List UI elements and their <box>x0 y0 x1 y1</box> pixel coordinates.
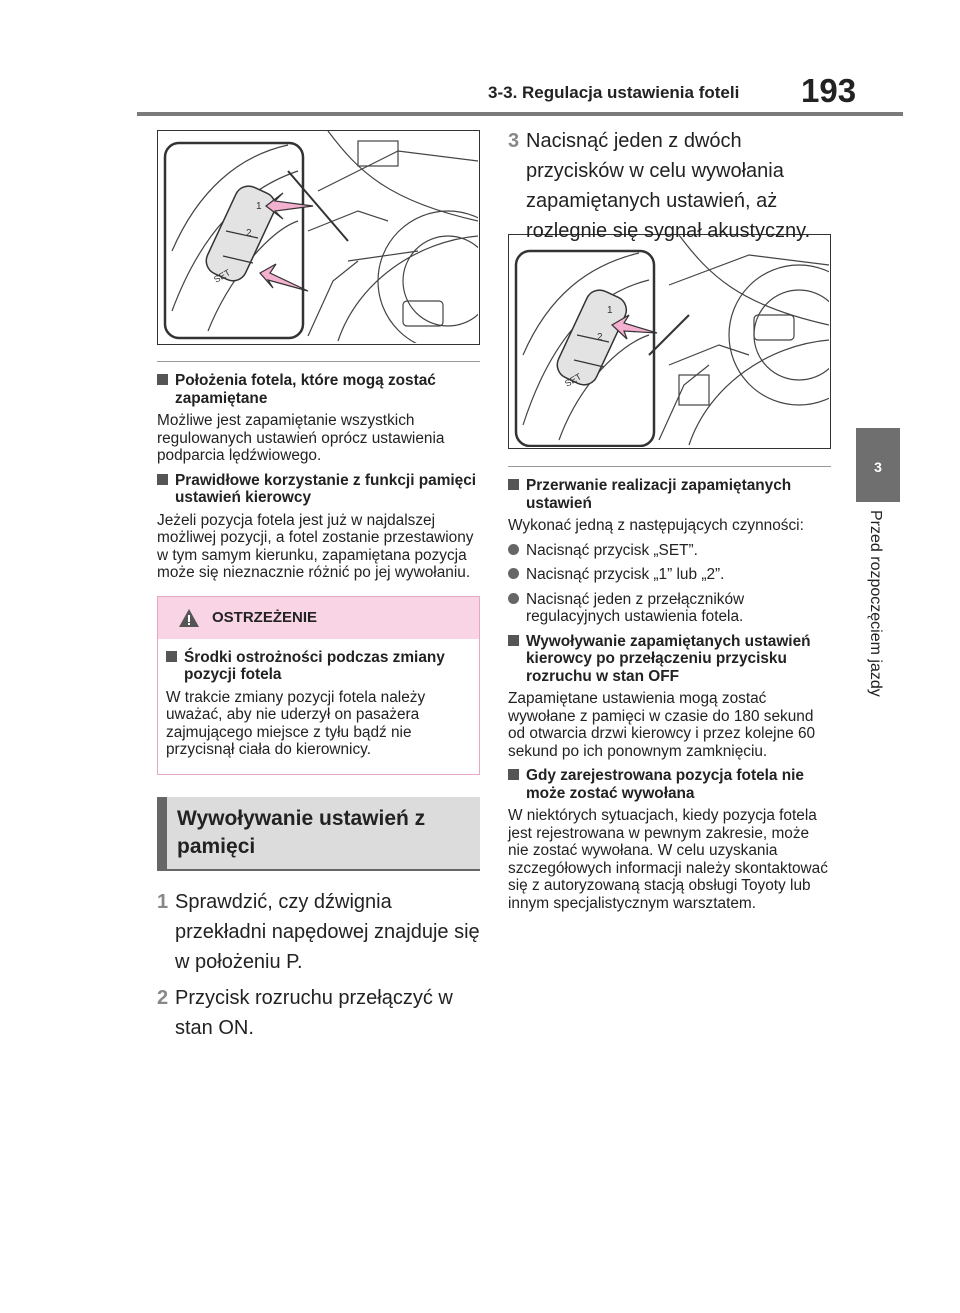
bullet-icon <box>508 544 519 555</box>
button-1-label: 1 <box>607 305 613 316</box>
warning-box <box>157 596 480 775</box>
door-panel-illustration <box>158 131 478 343</box>
paragraph: W niektórych sytuacjach, kiedy pozycja fotela jest rejestrowana w pewnym zakresie, może nie zostać wywołana. W celu uzyskania szczegółowych informacji należy skontaktować się z autoryzowaną stacją obsługi Toyoty lub innym specjalistycznym warsztatem. <box>508 807 828 912</box>
square-bullet-icon <box>508 769 519 780</box>
list-item: Nacisnąć jeden z przełączników regulacyjnych ustawienia fotela. <box>508 591 831 626</box>
warning-title: OSTRZEŻENIE <box>212 608 318 626</box>
figure-memory-recall <box>508 234 831 449</box>
paragraph: Zapamiętane ustawienia mogą zostać wywołane z pamięci w czasie do 180 sekund od otwarcia drzwi kierowcy i przez kolejne 60 sekund po ich ponownym zamknięciu. <box>508 690 816 760</box>
paragraph: Możliwe jest zapamiętanie wszystkich regulowanych ustawień oprócz ustawienia podparcia lędźwiowego. <box>157 412 445 464</box>
button-set-label: SET <box>563 371 584 389</box>
paragraph: Wykonać jedną z następujących czynności: <box>508 517 804 534</box>
warning-icon <box>178 608 200 628</box>
divider <box>508 466 831 467</box>
square-bullet-icon <box>508 479 519 490</box>
square-bullet-icon <box>157 474 168 485</box>
header-rule <box>137 112 903 116</box>
list-item: Nacisnąć przycisk „1” lub „2”. <box>508 566 831 584</box>
button-2-label: 2 <box>246 228 252 239</box>
subheading: Położenia fotela, które mogą zostać zapamiętane <box>157 372 480 407</box>
step-item: 1 Sprawdzić, czy dźwignia przekładni napędowej znajduje się w położeniu P. <box>157 890 480 973</box>
square-bullet-icon <box>508 635 519 646</box>
step-item: 3 Nacisnąć jeden z dwóch przycisków w celu wywołania zapamiętanych ustawień, aż rozlegnie się sygnał akustyczny. <box>508 130 811 242</box>
subheading: Przerwanie realizacji zapamiętanych ustawień <box>508 477 831 512</box>
right-column <box>508 466 831 919</box>
chapter-tab: 3 <box>856 428 900 502</box>
button-1-label: 1 <box>256 201 262 212</box>
button-2-label: 2 <box>597 332 603 343</box>
warning-header <box>158 597 479 639</box>
square-bullet-icon <box>157 374 168 385</box>
paragraph: Jeżeli pozycja fotela jest już w najdalszej możliwej pozycji, a fotel zostanie przestawiony w tym samym kierunku, zapamiętana pozycja może się nieznacznie różnić po jej wywołaniu. <box>157 511 474 581</box>
left-column <box>157 361 480 1049</box>
subheading: Gdy zarejestrowana pozycja fotela nie może zostać wywołana <box>508 767 831 802</box>
section-heading: Wywoływanie ustawień z pamięci <box>157 797 480 871</box>
warning-subheading: Środki ostrożności podczas zmiany pozycji fotela <box>166 649 471 684</box>
chapter-label: Przed rozpoczęciem jazdy <box>867 510 884 697</box>
warning-text: W trakcie zmiany pozycji fotela należy uważać, aby nie uderzył on pasażera zajmującego miejsce z tyłu bądź nie przycisnął ciała do kierownicy. <box>166 688 426 758</box>
square-bullet-icon <box>166 651 177 662</box>
subheading: Prawidłowe korzystanie z funkcji pamięci ustawień kierowcy <box>157 472 480 507</box>
list-item: Nacisnąć przycisk „SET”. <box>508 542 831 560</box>
figure-memory-buttons <box>157 130 480 345</box>
bullet-icon <box>508 568 519 579</box>
right-column-top <box>508 126 831 252</box>
subheading: Wywoływanie zapamiętanych ustawień kierowcy po przełączeniu przycisku rozruchu w stan OFF <box>508 633 831 686</box>
step-item: 2 Przycisk rozruchu przełączyć w stan ON. <box>157 986 453 1039</box>
button-set-label: SET <box>212 267 233 285</box>
door-panel-illustration <box>509 235 829 447</box>
page-number: 193 <box>801 72 857 109</box>
divider <box>157 361 480 362</box>
header-title: 3-3. Regulacja ustawienia foteli <box>488 83 740 102</box>
bullet-icon <box>508 593 519 604</box>
